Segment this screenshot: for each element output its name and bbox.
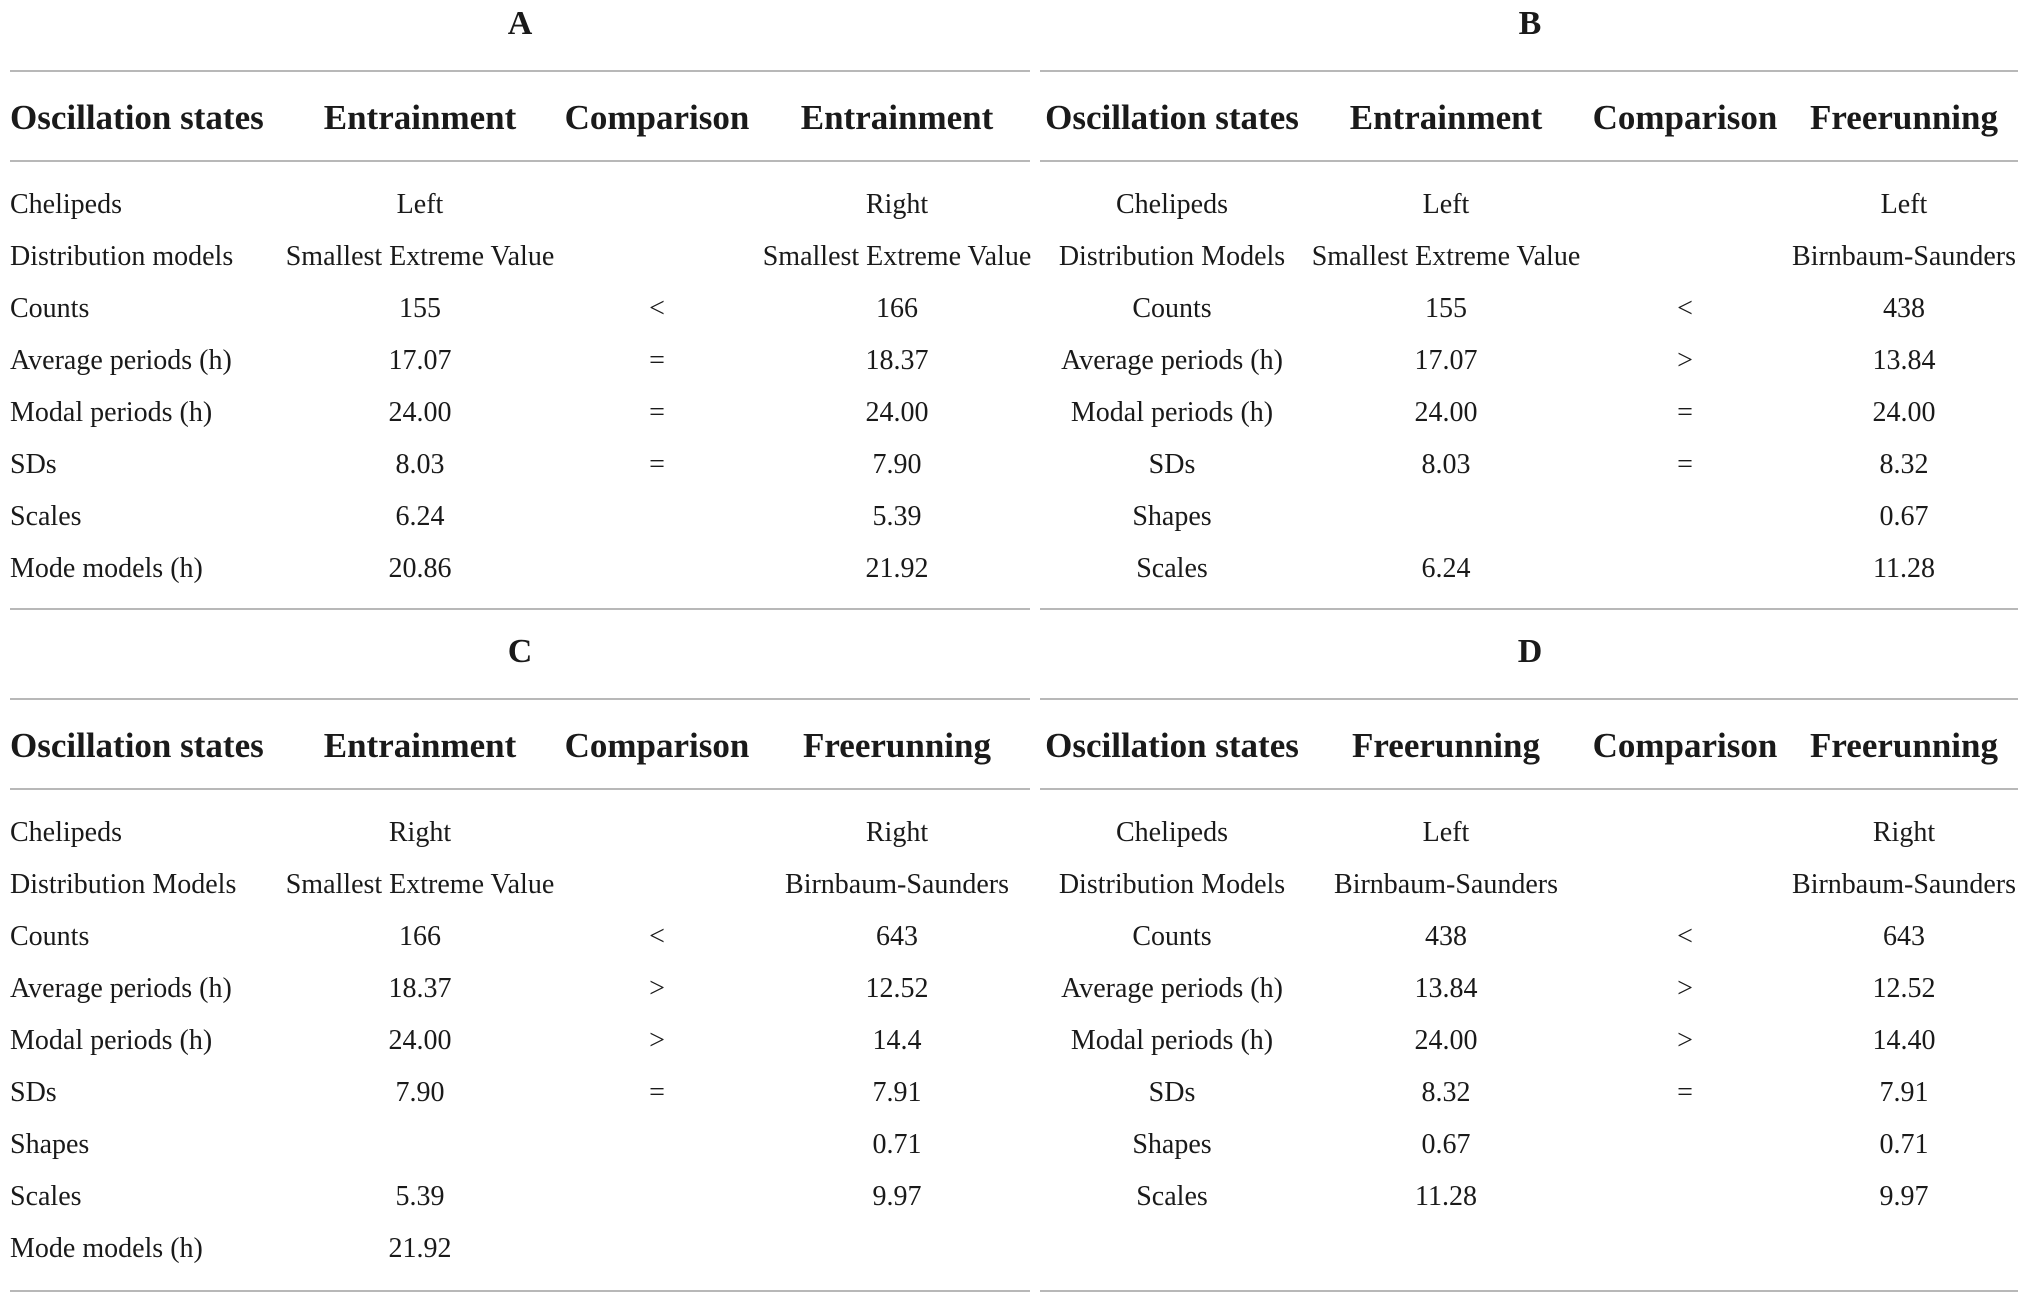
panel-b-header-first: Entrainment [1349,98,1543,137]
panel-b-row-4-label: Average periods (h) [1061,345,1283,376]
panel-d-row-2-label: Distribution Models [1058,869,1286,900]
panel-d-row-1-first: Left [1422,817,1470,848]
panel-a-row-8-label: Mode models (h) [10,553,203,584]
panel-b-row-7-label: Shapes [1132,501,1212,532]
panel-a-row-5-first: 24.00 [388,397,452,428]
panel-d-row-4-label: Average periods (h) [1061,973,1283,1004]
panel-b-row-6-comparison: = [1677,449,1693,480]
panel-c-header-label: Oscillation states [10,726,264,765]
panel-a-row-5-comparison: = [649,397,665,428]
panel-a-row-1-first: Left [396,189,444,220]
panel-b-row-1-second: Left [1880,189,1928,220]
panel-d-row-3-comparison: < [1677,921,1693,952]
panel-c-row-8-label: Scales [10,1181,82,1212]
panel-b-row-4-comparison: > [1677,345,1693,376]
panel-d-row-6-first: 8.32 [1421,1077,1471,1108]
panel-c-title: C [507,633,533,670]
panel-c-row-3-comparison: < [649,921,665,952]
panel-a-row-4-label: Average periods (h) [10,345,232,376]
panel-c-header-first: Entrainment [323,726,517,765]
panel-c-row-6-comparison: = [649,1077,665,1108]
panel-c-row-3-label: Counts [10,921,90,952]
panel-d-rule-2 [1040,788,2018,790]
panel-d-rule-3 [1040,1290,2018,1292]
panel-b-row-3-label: Counts [1132,293,1212,324]
panel-d-row-4-first: 13.84 [1414,973,1478,1004]
panel-d-row-1-label: Chelipeds [1116,817,1228,848]
panel-d-row-4-second: 12.52 [1872,973,1936,1004]
panel-a-row-4-second: 18.37 [865,345,929,376]
panel-a-header-second: Entrainment [800,98,994,137]
panel-d-row-5-first: 24.00 [1414,1025,1478,1056]
panel-b-row-3-comparison: < [1677,293,1693,324]
panel-a-rule-1 [10,70,1030,72]
panel-a-row-6-comparison: = [649,449,665,480]
panel-b-row-1-first: Left [1422,189,1470,220]
panel-d-row-7-second: 0.71 [1879,1129,1929,1160]
panel-b-row-8-first: 6.24 [1421,553,1471,584]
panel-c-row-5-first: 24.00 [388,1025,452,1056]
panel-a-title: A [507,5,533,42]
panel-a-rule-3 [10,608,1030,610]
panel-d-row-5-label: Modal periods (h) [1070,1025,1274,1056]
panel-c-row-8-first: 5.39 [395,1181,445,1212]
panel-d-rule-1 [1040,698,2018,700]
panel-a-row-4-first: 17.07 [388,345,452,376]
panel-b-row-8-label: Scales [1136,553,1208,584]
panel-c-row-2-first: Smallest Extreme Value [285,869,555,900]
panel-a-row-1-label: Chelipeds [10,189,122,220]
panel-d-row-7-first: 0.67 [1421,1129,1471,1160]
panel-c-row-1-label: Chelipeds [10,817,122,848]
panel-c-row-7-label: Shapes [10,1129,90,1160]
panel-b-row-5-comparison: = [1677,397,1693,428]
panel-c-row-4-first: 18.37 [388,973,452,1004]
panel-a-rule-2 [10,160,1030,162]
panel-b-row-6-first: 8.03 [1421,449,1471,480]
panel-a-header-label: Oscillation states [10,98,264,137]
panel-b-header-label: Oscillation states [1045,98,1299,137]
panel-c-row-1-second: Right [865,817,929,848]
panel-b-header-second: Freerunning [1810,98,1998,137]
panel-c-rule-3 [10,1290,1030,1292]
panel-b-rule-1 [1040,70,2018,72]
panel-a-row-8-first: 20.86 [388,553,452,584]
panel-b-row-3-second: 438 [1883,293,1925,324]
panel-d-header-comparison: Comparison [1592,726,1778,765]
panel-c-row-6-second: 7.91 [872,1077,922,1108]
panel-b-row-5-label: Modal periods (h) [1070,397,1274,428]
panel-c-row-3-second: 643 [876,921,918,952]
panel-a-row-1-second: Right [865,189,929,220]
panel-a-row-3-comparison: < [649,293,665,324]
panel-c-row-3-first: 166 [399,921,441,952]
panel-c-row-2-label: Distribution Models [10,869,237,900]
panel-d-row-6-comparison: = [1677,1077,1693,1108]
panel-d-row-3-first: 438 [1425,921,1467,952]
panel-d-title: D [1517,633,1543,670]
panel-b-rule-2 [1040,160,2018,162]
panel-a-row-2-label: Distribution models [10,241,234,272]
panel-d-row-5-second: 14.40 [1872,1025,1936,1056]
panel-a-row-6-second: 7.90 [872,449,922,480]
panel-b-row-7-second: 0.67 [1879,501,1929,532]
panel-b-title: B [1518,5,1542,42]
panel-a-row-5-label: Modal periods (h) [10,397,213,428]
panel-a-row-7-first: 6.24 [395,501,445,532]
panel-a-row-5-second: 24.00 [865,397,929,428]
panel-a-row-4-comparison: = [649,345,665,376]
panel-d-header-label: Oscillation states [1045,726,1299,765]
panel-c-row-6-first: 7.90 [395,1077,445,1108]
panel-c-row-4-second: 12.52 [865,973,929,1004]
panel-d-row-6-label: SDs [1148,1077,1196,1108]
panel-d-row-1-second: Right [1872,817,1936,848]
panel-b-row-3-first: 155 [1425,293,1467,324]
panel-b-row-1-label: Chelipeds [1116,189,1228,220]
panel-d-row-7-label: Shapes [1132,1129,1212,1160]
panel-d-row-4-comparison: > [1677,973,1693,1004]
panel-c-row-9-label: Mode models (h) [10,1233,203,1264]
panel-b-row-6-label: SDs [1148,449,1196,480]
panel-c-row-5-second: 14.4 [872,1025,922,1056]
panel-c-header-comparison: Comparison [564,726,750,765]
panel-a-row-2-second: Smallest Extreme Value [762,241,1032,272]
panel-d-row-6-second: 7.91 [1879,1077,1929,1108]
panel-b-header-comparison: Comparison [1592,98,1778,137]
panel-a-row-8-second: 21.92 [865,553,929,584]
panel-b-rule-3 [1040,608,2018,610]
panel-c-row-4-label: Average periods (h) [10,973,232,1004]
panel-b-row-2-label: Distribution Models [1058,241,1286,272]
panel-a-row-6-label: SDs [10,449,57,480]
panel-a-row-7-second: 5.39 [872,501,922,532]
panel-d-row-3-label: Counts [1132,921,1212,952]
panel-c-rule-2 [10,788,1030,790]
panel-c-row-2-second: Birnbaum-Saunders [785,869,1009,900]
panel-c-row-1-first: Right [388,817,452,848]
panel-b-row-5-second: 24.00 [1872,397,1936,428]
panel-d-row-2-first: Birnbaum-Saunders [1334,869,1558,900]
panel-b-row-4-first: 17.07 [1414,345,1478,376]
panel-c-row-5-label: Modal periods (h) [10,1025,213,1056]
panel-d-row-2-second: Birnbaum-Saunders [1792,869,2016,900]
panel-b-row-4-second: 13.84 [1872,345,1936,376]
panel-c-row-6-label: SDs [10,1077,57,1108]
panel-d-header-second: Freerunning [1810,726,1998,765]
panel-d-row-8-first: 11.28 [1415,1181,1477,1212]
panel-c-row-4-comparison: > [649,973,665,1004]
panel-a-row-2-first: Smallest Extreme Value [285,241,555,272]
panel-a-header-comparison: Comparison [564,98,750,137]
panel-b-row-2-second: Birnbaum-Saunders [1792,241,2016,272]
panel-c-row-5-comparison: > [649,1025,665,1056]
panel-a-row-3-second: 166 [876,293,918,324]
panel-b-row-6-second: 8.32 [1879,449,1929,480]
panel-c-row-8-second: 9.97 [872,1181,922,1212]
panel-a-row-6-first: 8.03 [395,449,445,480]
panel-b-row-2-first: Smallest Extreme Value [1311,241,1581,272]
panel-a-row-7-label: Scales [10,501,82,532]
panel-a-row-3-first: 155 [399,293,441,324]
panel-b-row-5-first: 24.00 [1414,397,1478,428]
panel-c-row-9-first: 21.92 [388,1233,452,1264]
panel-a-row-3-label: Counts [10,293,90,324]
panel-d-row-5-comparison: > [1677,1025,1693,1056]
panel-b-row-8-second: 11.28 [1873,553,1935,584]
panel-d-row-8-second: 9.97 [1879,1181,1929,1212]
panel-d-row-3-second: 643 [1883,921,1925,952]
panel-d-row-8-label: Scales [1136,1181,1208,1212]
panel-c-row-7-second: 0.71 [872,1129,922,1160]
panel-d-header-first: Freerunning [1352,726,1540,765]
panel-a-header-first: Entrainment [323,98,517,137]
panel-c-rule-1 [10,698,1030,700]
panel-c-header-second: Freerunning [803,726,991,765]
